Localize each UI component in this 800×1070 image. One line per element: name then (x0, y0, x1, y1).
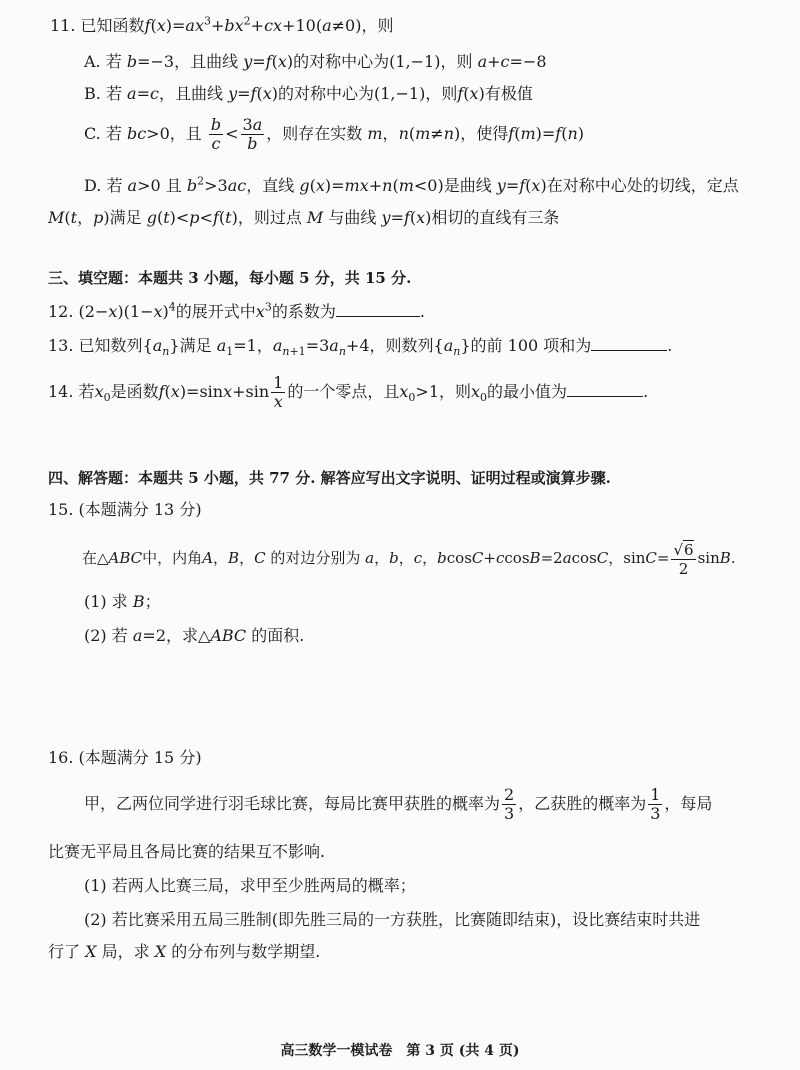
q11-stem: 11. 已知函数$f(x)=ax^3+bx^2+cx+10(a\ne 0)$，则 (50, 14, 394, 35)
option-c-text: 若 (105, 124, 122, 143)
option-d-label: D. (84, 176, 102, 195)
option-c-text: ，则存在实数 (266, 124, 363, 143)
q14: 14. 若$x_0$是函数f(x)=sinx+sin $\frac{1}{x}$ 的一个零点，且$x_0>1$，则$x_0$的最小值为 . (48, 373, 649, 411)
q11-stem-end: ，则 (361, 16, 394, 35)
q12: 12. $(2-x)(1-x)^4$的展开式中$x^3$的系数为 . (48, 300, 425, 321)
q12-number: 12. (48, 302, 74, 321)
option-c-label: C. (84, 124, 101, 143)
q11-number: 11. (50, 16, 76, 35)
option-b-text: 有极值 (484, 84, 533, 103)
option-b-text: 若 (105, 84, 122, 103)
q16-text: ，每局 (664, 794, 713, 813)
q11-option-d: D. 若 a>0 且 $b^2>3ac$，直线 g(x)=mx+n(m<0)是曲线 y=f(x)在对称中心处的切线，定点 (84, 174, 739, 195)
option-a-label: A. (84, 52, 101, 71)
option-d-text: 且 (165, 176, 182, 195)
q11-option-a: A. 若 b=−3，且曲线 y=f(x)的对称中心为(1,−1)，则 a+c=−8 (84, 52, 547, 71)
q16-stem (84, 782, 712, 826)
q15-text: 中，内角 (142, 549, 203, 567)
option-b-text: 的对称中心为 (277, 84, 374, 103)
q16-number: 16. (48, 748, 74, 767)
q14-text: 若 (78, 382, 95, 401)
q13-text: 的前 100 项和为 (470, 336, 592, 355)
option-b-text: ，则 (425, 84, 458, 103)
fraction-3a-over-b: $\frac{3a}{b}$ (242, 115, 263, 153)
option-a-text: ，且曲线 (174, 52, 239, 71)
q11-option-c: C. 若 bc>0，且 $\frac{b}{c}$ < $\frac{3a}{b}$ ，则存在实数 m，n(m≠n)，使得f(m)=f(n) (84, 115, 585, 153)
q15-part1-end: ； (144, 592, 161, 611)
q15-text: 的对边分别为 (270, 549, 361, 567)
fraction-1-over-x: $\frac{1}{x}$ (273, 373, 284, 411)
q14-text: 的一个零点，且 (287, 382, 400, 401)
option-b-label: B. (84, 84, 101, 103)
q14-text: 是函数 (110, 382, 159, 401)
q16-part2-text: 局，求 (101, 942, 150, 961)
q15-part1-text: (1) 求 (84, 592, 128, 611)
q15-part2: (2) 若 a=2，求△ABC 的面积. (84, 626, 305, 645)
option-d-text: 满足 (109, 208, 142, 227)
q16-part1: (1) 若两人比赛三局，求甲至少胜两局的概率； (84, 876, 416, 895)
q15-stem: 在△ABC中，内角A，B，C 的对边分别为 a，b，c，bcosC+ccosB=2acosC，sinC= $\frac{√6}{2}$ sinB. (82, 540, 736, 578)
q16-text: 甲，乙两位同学进行羽毛球比赛，每局比赛甲获胜的概率为 (84, 794, 501, 813)
option-a-text: 的对称中心为 (293, 52, 390, 71)
q13-end: . (667, 336, 673, 355)
section4-heading: 四、解答题：本题共 5 小题，共 77 分. 解答应写出文字说明、证明过程或演算步骤. (48, 469, 611, 487)
q12-text: 的展开式中 (175, 302, 256, 321)
option-a-text: 若 (105, 52, 122, 71)
q12-text: 的系数为 (271, 302, 336, 321)
q15-title (48, 498, 202, 522)
q16-part2-text: 的分布列与数学期望. (171, 942, 321, 961)
q15-part2-text: ，求△ (166, 626, 211, 645)
q13-text: 满足 (179, 336, 212, 355)
option-d-text: 在对称中心处的切线，定点 (546, 176, 739, 195)
fraction-b-over-c: $\frac{b}{c}$ (210, 115, 222, 153)
fraction-sqrt6-over-2: $\frac{√6}{2}$ (673, 540, 694, 578)
q15-part2-text: 的面积. (251, 626, 305, 645)
q16-part2-cont: 行了 X 局，求 X 的分布列与数学期望. (48, 942, 321, 961)
q14-text: 的最小值为 (487, 382, 568, 401)
q15-part1: (1) 求 B； (84, 592, 161, 611)
q14-number: 14. (48, 382, 74, 401)
answer-blank[interactable] (336, 300, 420, 317)
option-d-text: 与曲线 (328, 208, 377, 227)
q13-number: 13. (48, 336, 74, 355)
q15-number: 15. (48, 500, 74, 519)
q15-score: (本题满分 13 分) (78, 500, 202, 519)
q16-text: ，乙获胜的概率为 (518, 794, 647, 813)
q14-text: ，则 (439, 382, 472, 401)
answer-blank[interactable] (591, 334, 667, 351)
q11-option-b: B. 若 a=c，且曲线 y=f(x)的对称中心为(1,−1)，则f(x)有极值 (84, 84, 533, 103)
option-d-text: 若 (106, 176, 123, 195)
q13-text: ，则数列 (369, 336, 434, 355)
option-d-text: ，则过点 (237, 208, 302, 227)
q12-end: . (419, 302, 425, 321)
q13-text: 已知数列 (78, 336, 143, 355)
option-d-text: 是曲线 (443, 176, 492, 195)
q16-part2: (2) 若比赛采用五局三胜制(即先胜三局的一方获胜，比赛随即结束)，设比赛结束时共进 (84, 910, 701, 929)
option-c-text: ，且 (169, 124, 202, 143)
option-d-text: 相切的直线有三条 (431, 208, 560, 227)
q14-end: . (643, 382, 649, 401)
option-c-text: ，使得 (460, 124, 509, 143)
q13: 13. 已知数列$\{a_n\}$满足 $a_1=1$，$a_{n+1}=3a_n+4$，则数列$\{a_n\}$的前 100 项和为 . (48, 336, 673, 359)
q15-text: 在△ (82, 549, 109, 567)
page-footer: 高三数学一模试卷 第 3 页 (共 4 页) (280, 1043, 520, 1059)
option-a-text: ，则 (440, 52, 473, 71)
fraction-2-over-3: $\frac{2}{3}$ (504, 785, 515, 823)
q16-score: (本题满分 15 分) (78, 748, 202, 767)
q16-part2-text: 行了 (48, 942, 81, 961)
q16-stem-cont: 比赛无平局且各局比赛的结果互不影响. (48, 842, 326, 861)
fraction-1-over-3: $\frac{1}{3}$ (650, 785, 661, 823)
q15-part2-text: (2) 若 (84, 626, 128, 645)
answer-blank[interactable] (567, 380, 643, 397)
q11-stem-text: 已知函数 (80, 16, 145, 35)
option-b-text: ，且曲线 (158, 84, 223, 103)
q16-title (48, 746, 202, 770)
q11-option-d-cont: M(t，p)满足 g(t)<p<f(t)，则过点 M 与曲线 y=f(x)相切的直线有三条 (48, 208, 560, 227)
option-d-text: ，直线 (246, 176, 295, 195)
section3-heading: 三、填空题：本题共 3 小题，每小题 5 分，共 15 分. (48, 269, 412, 287)
